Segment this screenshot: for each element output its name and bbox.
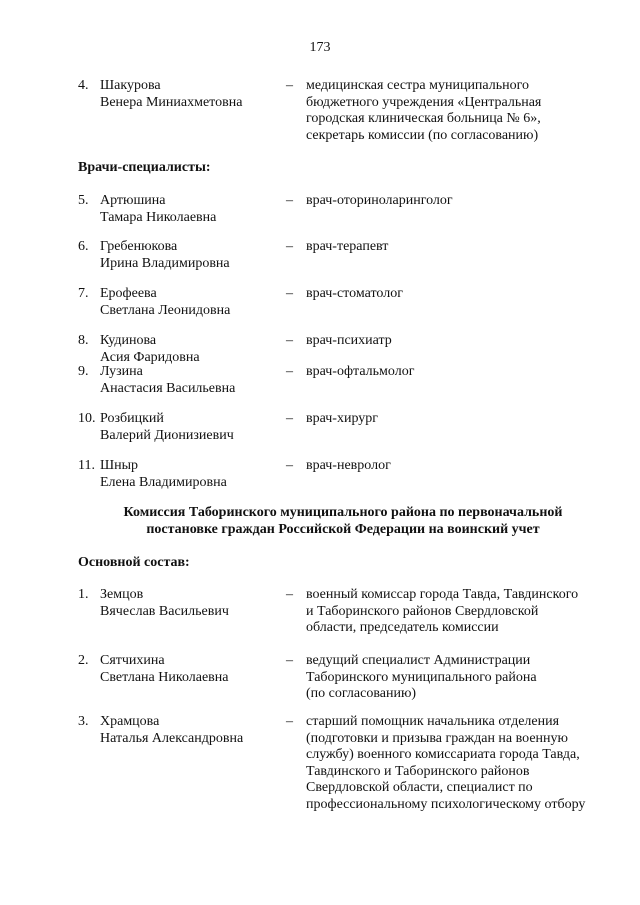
surname: Артюшина <box>100 193 166 208</box>
role-line: секретарь комиссии (по согласованию) <box>306 127 539 143</box>
role <box>306 286 616 319</box>
person-name <box>100 78 286 144</box>
role-line: (подготовки и призыва граждан на военную <box>306 730 568 746</box>
dash: – <box>286 239 293 254</box>
role-line: Свердловской области, специалист по <box>306 780 533 795</box>
item-number: 8. <box>78 333 89 348</box>
role <box>306 458 616 491</box>
main-composition-heading: Основной состав: <box>78 555 190 570</box>
person-name <box>100 286 286 319</box>
role-line: ведущий специалист Администрации <box>306 653 531 668</box>
list-item <box>78 239 618 272</box>
list-item <box>78 587 618 637</box>
role-line: Таборинского муниципального района <box>306 669 537 685</box>
given-names: Светлана Николаевна <box>100 669 229 685</box>
surname: Лузина <box>100 364 143 379</box>
role-line: военный комиссар города Тавда, Тавдинского <box>306 587 579 602</box>
role <box>306 364 616 397</box>
dash: – <box>286 653 293 668</box>
dash: – <box>286 286 293 301</box>
role-line: врач-невролог <box>306 458 391 473</box>
role-line: службу) военного комиссариата города Тавда, <box>306 747 580 762</box>
role-line: врач-психиатр <box>306 333 392 348</box>
surname: Земцов <box>100 587 144 602</box>
person-name <box>100 239 286 272</box>
surname: Ерофеева <box>100 286 157 301</box>
role-line: области, председатель комиссии <box>306 620 499 635</box>
item-number: 2. <box>78 653 89 668</box>
surname: Шакурова <box>100 78 161 93</box>
list-item <box>78 653 618 703</box>
person-name <box>100 714 286 813</box>
dash: – <box>286 364 293 379</box>
given-names: Ирина Владимировна <box>100 255 230 271</box>
surname: Розбицкий <box>100 411 164 426</box>
person-name <box>100 411 286 444</box>
given-names: Тамара Николаевна <box>100 209 217 225</box>
list-item <box>78 458 618 491</box>
role <box>306 587 616 637</box>
item-number: 10. <box>78 411 96 426</box>
dash: – <box>286 714 293 729</box>
role <box>306 653 616 703</box>
person-name <box>100 364 286 397</box>
item-number: 3. <box>78 714 89 729</box>
role <box>306 411 616 444</box>
dash: – <box>286 411 293 426</box>
commission-title-line: постановке граждан Российской Федерации на воинский учет <box>146 522 540 537</box>
given-names: Елена Владимировна <box>100 474 227 490</box>
surname: Храмцова <box>100 714 160 729</box>
item-number: 7. <box>78 286 89 301</box>
role <box>306 193 616 226</box>
role <box>306 714 616 813</box>
item-number: 5. <box>78 193 89 208</box>
person-name <box>100 333 286 366</box>
given-names: Наталья Александровна <box>100 730 244 746</box>
role-line: (по согласованию) <box>306 686 417 701</box>
role-line: городская клиническая больница № 6», <box>306 111 541 126</box>
given-names: Венера Миниахметовна <box>100 94 243 110</box>
item-number: 1. <box>78 587 89 602</box>
dash: – <box>286 193 293 208</box>
surname: Шныр <box>100 458 139 473</box>
list-item <box>78 286 618 319</box>
role <box>306 239 616 272</box>
given-names: Светлана Леонидовна <box>100 302 231 318</box>
list-item <box>78 333 618 366</box>
role-line: врач-оториноларинголог <box>306 193 453 208</box>
person-name <box>100 193 286 226</box>
given-names: Валерий Дионизиевич <box>100 427 234 443</box>
list-item <box>78 78 618 144</box>
given-names: Асия Фаридовна <box>100 349 200 365</box>
surname: Сятчихина <box>100 653 165 668</box>
person-name <box>100 653 286 703</box>
list-item <box>78 193 618 226</box>
role-line: бюджетного учреждения «Центральная <box>306 94 542 110</box>
dash: – <box>286 78 293 93</box>
surname: Кудинова <box>100 333 157 348</box>
dash: – <box>286 458 293 473</box>
list-item <box>78 364 618 397</box>
role-line: медицинская сестра муниципального <box>306 78 530 93</box>
role-line: врач-терапевт <box>306 239 389 254</box>
role-line: врач-хирург <box>306 411 379 426</box>
item-number: 4. <box>78 78 89 93</box>
role-line: врач-офтальмолог <box>306 364 415 379</box>
page-number: 173 <box>309 40 331 55</box>
item-number: 6. <box>78 239 89 254</box>
surname: Гребенюкова <box>100 239 178 254</box>
item-number: 11. <box>78 458 95 473</box>
role <box>306 78 616 144</box>
commission-title <box>78 504 608 538</box>
dash: – <box>286 587 293 602</box>
role <box>306 333 616 366</box>
commission-title-line: Комиссия Таборинского муниципального района по первоначальной <box>123 505 563 520</box>
given-names: Анастасия Васильевна <box>100 380 236 396</box>
role-line: и Таборинского районов Свердловской <box>306 603 539 619</box>
role-line: Тавдинского и Таборинского районов <box>306 763 530 779</box>
role-line: профессиональному психологическому отбору <box>306 796 586 812</box>
person-name <box>100 587 286 637</box>
given-names: Вячеслав Васильевич <box>100 603 229 619</box>
item-number: 9. <box>78 364 89 379</box>
doctors-heading: Врачи-специалисты: <box>78 160 211 175</box>
role-line: врач-стоматолог <box>306 286 403 301</box>
person-name <box>100 458 286 491</box>
role-line: старший помощник начальника отделения <box>306 714 560 729</box>
list-item <box>78 714 618 813</box>
list-item <box>78 411 618 444</box>
dash: – <box>286 333 293 348</box>
